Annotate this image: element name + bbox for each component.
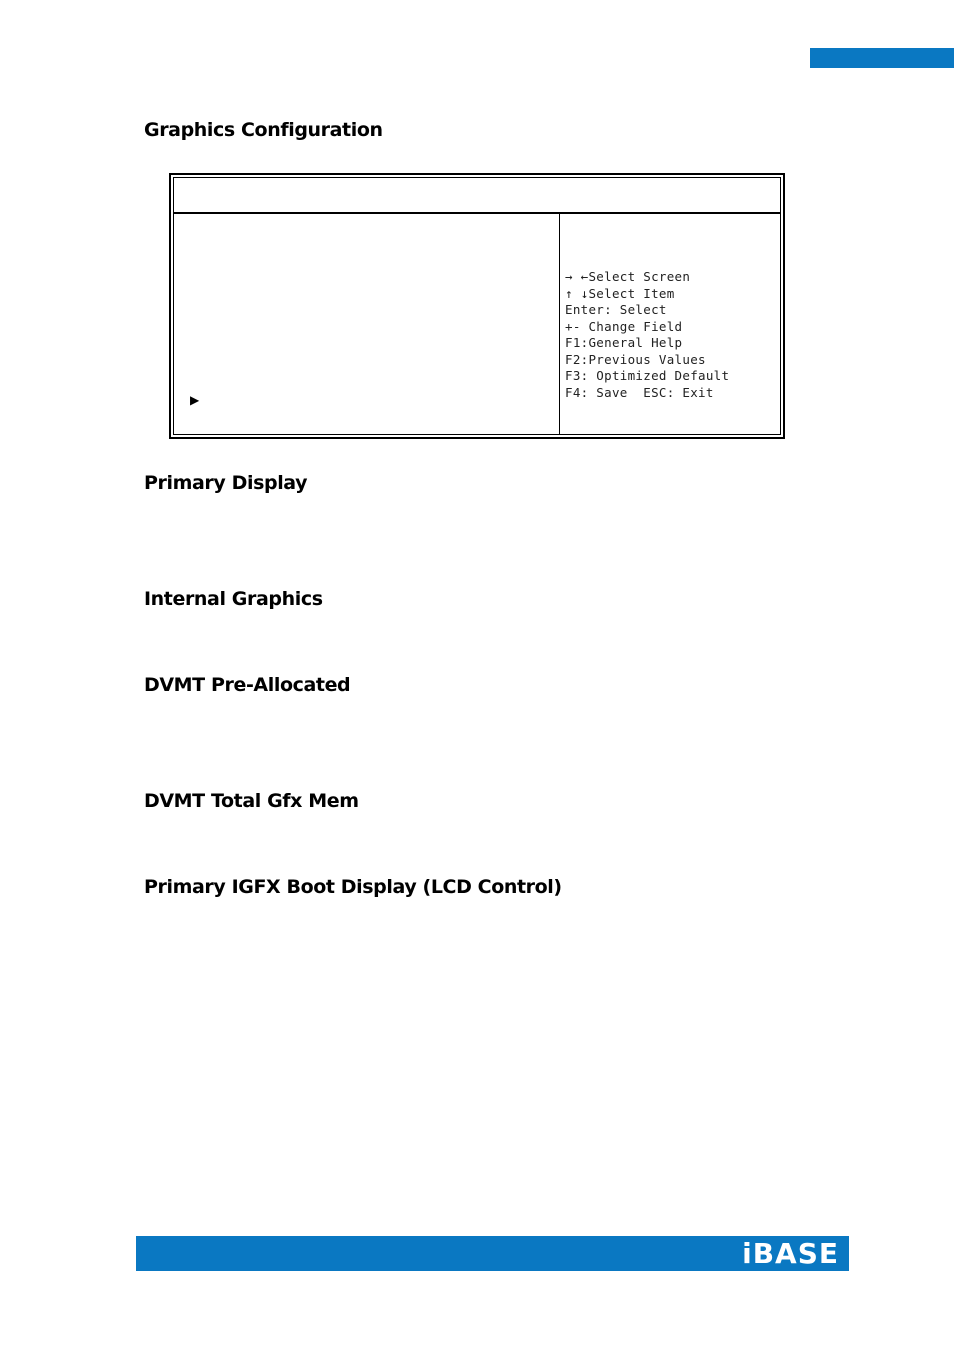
bios-setup-screen — [169, 173, 785, 439]
ibase-logo: iBASE — [742, 1237, 839, 1270]
setting-title-dvmt-total-gfx-mem: DVMT Total Gfx Mem — [144, 790, 359, 812]
help-line-save-exit: F4: Save ESC: Exit — [565, 384, 714, 400]
help-line-optimized-default: F3: Optimized Default — [565, 368, 730, 383]
help-line-enter: Enter: Select — [565, 302, 667, 317]
setting-title-primary-igfx-boot-display: Primary IGFX Boot Display (LCD Control) — [144, 876, 562, 898]
help-line-select-screen: → ←Select Screen — [565, 269, 691, 284]
bios-header-bar — [174, 178, 780, 214]
section-title: Graphics Configuration — [144, 119, 383, 141]
setting-title-primary-display: Primary Display — [144, 472, 308, 494]
bios-options-panel — [174, 214, 560, 434]
bios-help-panel — [560, 214, 780, 434]
setting-title-dvmt-pre-allocated: DVMT Pre-Allocated — [144, 674, 351, 696]
help-line-change-field: +- Change Field — [565, 318, 683, 334]
setting-title-internal-graphics: Internal Graphics — [144, 588, 323, 610]
help-line-select-item: ↑ ↓Select Item — [565, 285, 675, 301]
bios-screen-frame — [173, 177, 781, 435]
key-help-list — [565, 269, 729, 401]
header-tab-bar — [810, 48, 954, 68]
footer-bar — [136, 1236, 849, 1271]
submenu-pointer-icon: ▶ — [190, 393, 200, 407]
help-line-previous-values: F2:Previous Values — [565, 351, 706, 367]
help-line-general-help: F1:General Help — [565, 335, 683, 350]
